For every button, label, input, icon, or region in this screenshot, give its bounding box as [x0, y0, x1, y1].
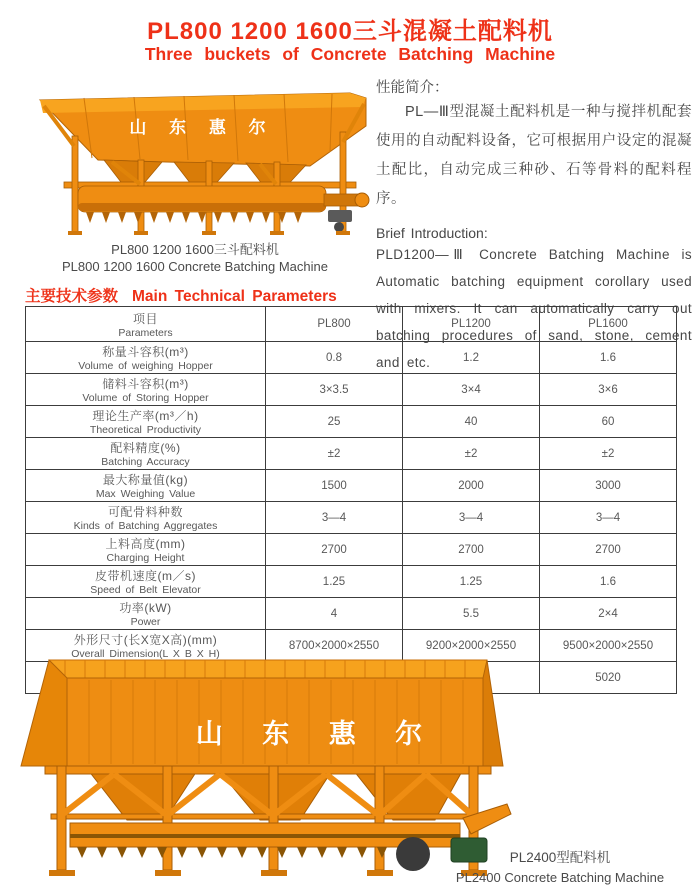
table-body	[26, 342, 677, 694]
param-label-cell	[26, 470, 266, 502]
bin-left-end	[21, 660, 67, 766]
table-row	[26, 438, 677, 470]
belt-wheel	[396, 837, 430, 871]
table-row	[26, 598, 677, 630]
bin-rim	[49, 660, 487, 678]
param-value-cell: 4	[266, 598, 403, 630]
intro-body-en: PLD1200—Ⅲ Concrete Batching Machine is Automatic batching equipment corollary used with mixers. It can automatically carry out batching procedures of sand, stone, cement and etc.	[376, 247, 692, 370]
param-value-cell: 1.25	[266, 566, 403, 598]
param-label-cell	[26, 502, 266, 534]
param-value-cell: 1500	[266, 470, 403, 502]
param-value-cell: ±2	[403, 438, 540, 470]
param-label-en: Batching Accuracy	[101, 456, 190, 468]
photo1-caption-en: PL800 1200 1600 Concrete Batching Machine	[62, 259, 328, 274]
param-label-cell	[26, 598, 266, 630]
param-label-zh: 外形尺寸(长X宽X高)(mm)	[73, 633, 218, 647]
table-row	[26, 406, 677, 438]
param-label-en: Overall Dimension(L X B X H)	[71, 648, 220, 660]
product-photo-pl800	[12, 86, 378, 238]
section-heading-en: Main Technical Parameters	[132, 288, 337, 305]
param-label-cell	[26, 374, 266, 406]
table-row	[26, 502, 677, 534]
intro-heading-en: Brief Introduction:	[376, 225, 488, 241]
param-value-cell: 3000	[540, 470, 677, 502]
table-row	[26, 470, 677, 502]
motor	[328, 210, 352, 222]
param-value-cell: 1.25	[403, 566, 540, 598]
param-label-en: Max Weighing Value	[95, 488, 196, 500]
param-value-cell: ±2	[540, 438, 677, 470]
param-value-cell: 1.2	[403, 342, 540, 374]
conveyor-roller	[355, 193, 369, 207]
param-label-zh: 功率(kW)	[119, 601, 172, 615]
param-header-cell	[26, 307, 266, 342]
param-value-cell: 3—4	[403, 502, 540, 534]
param-value-cell: 40	[403, 406, 540, 438]
feet	[68, 231, 350, 235]
param-label-cell	[26, 438, 266, 470]
param-value-cell: 2700	[540, 534, 677, 566]
param-label-cell	[26, 342, 266, 374]
section-heading-zh: 主要技术参数	[25, 288, 119, 305]
param-header-en: Parameters	[118, 326, 173, 339]
photo2-caption-zh: PL2400型配料机	[509, 850, 611, 865]
conveyor-brackets	[86, 212, 302, 223]
param-label-zh: 上料高度(mm)	[105, 537, 186, 551]
param-header-zh: 项目	[132, 311, 158, 326]
param-value-cell: 3—4	[266, 502, 403, 534]
param-label-zh: 皮带机速度(m／s)	[95, 569, 196, 583]
conveyor-brackets	[77, 847, 387, 858]
model-header-cell: PL1200	[403, 307, 540, 342]
photo2-caption-en: PL2400 Concrete Batching Machine	[455, 870, 665, 885]
intro-heading-zh: 性能简介：	[376, 80, 449, 96]
param-label-en: Charging Height	[106, 552, 185, 564]
param-value-cell: 0.8	[266, 342, 403, 374]
param-label-cell	[26, 406, 266, 438]
param-value-cell: ±2	[266, 438, 403, 470]
param-value-cell: 9200×2000×2550	[403, 630, 540, 662]
param-value-cell: 3×4	[403, 374, 540, 406]
motor-wheel	[334, 222, 344, 232]
param-label-zh: 配料精度(%)	[110, 441, 181, 455]
param-value-cell: 1.6	[540, 566, 677, 598]
param-value-cell: 60	[540, 406, 677, 438]
table-row	[26, 374, 677, 406]
param-value-cell: 5020	[540, 662, 677, 694]
param-label-en: Power	[130, 616, 161, 628]
param-label-zh: 储料斗容积(m³)	[102, 377, 189, 391]
param-value-cell: 3×6	[540, 374, 677, 406]
param-value-cell: 1.6	[540, 342, 677, 374]
parameters-table	[25, 306, 677, 694]
photo1-caption-zh: PL800 1200 1600三斗配料机	[111, 242, 279, 257]
param-value-cell: 2×4	[540, 598, 677, 630]
param-label-zh: 称量斗容积(m³)	[102, 345, 189, 359]
param-value-cell: 2000	[403, 470, 540, 502]
rim-ribs	[65, 660, 465, 678]
section-heading	[25, 284, 337, 306]
model-header-cell: PL800	[266, 307, 403, 342]
page-title-zh: PL800 1200 1600三斗混凝土配料机	[147, 18, 553, 45]
param-label-en: Speed of Belt Elevator	[90, 584, 201, 596]
page-title-en: Three buckets of Concrete Batching Machine	[144, 44, 556, 64]
param-value-cell: 2700	[403, 534, 540, 566]
intro-body-zh: PL—Ⅲ型混凝土配料机是一种与搅拌机配套使用的自动配料设备，它可根据用户设定的混凝土配比，自动完成三种砂、石等骨料的配料程序。	[376, 104, 692, 207]
param-label-en: Volume of weighing Hopper	[78, 360, 213, 372]
param-label-zh: 最大称量值(kg)	[102, 473, 189, 487]
conveyor-end	[324, 194, 358, 206]
param-value-cell: 9500×2000×2550	[540, 630, 677, 662]
table-row	[26, 566, 677, 598]
param-label-zh: 理论生产率(m³／h)	[92, 409, 199, 423]
param-label-cell	[26, 566, 266, 598]
param-label-en: Volume of Storing Hopper	[82, 392, 209, 404]
conveyor-belt-line	[70, 834, 460, 838]
param-value-cell: 3—4	[540, 502, 677, 534]
param-label-en: Theoretical Productivity	[89, 424, 202, 436]
brand-text: 山 东 惠 尔	[195, 719, 439, 749]
table-header-row	[26, 307, 677, 342]
param-value-cell: 3×3.5	[266, 374, 403, 406]
photo2-caption	[430, 848, 690, 888]
param-value-cell: 25	[266, 406, 403, 438]
brand-text: 山 东 惠 尔	[129, 118, 275, 137]
param-label-zh: 可配骨料种数	[107, 505, 183, 519]
param-value-cell: 5.5	[403, 598, 540, 630]
param-label-cell	[26, 534, 266, 566]
feet	[49, 870, 487, 876]
bin-right-end	[483, 660, 503, 766]
param-label-en: Kinds of Batching Aggregates	[73, 520, 218, 532]
table-row	[26, 534, 677, 566]
photo1-caption	[12, 241, 378, 275]
param-value-cell: 8700×2000×2550	[266, 630, 403, 662]
param-value-cell: 2700	[266, 534, 403, 566]
conveyor-shadow	[78, 203, 326, 211]
table-row	[26, 342, 677, 374]
model-header-cell: PL1600	[540, 307, 677, 342]
